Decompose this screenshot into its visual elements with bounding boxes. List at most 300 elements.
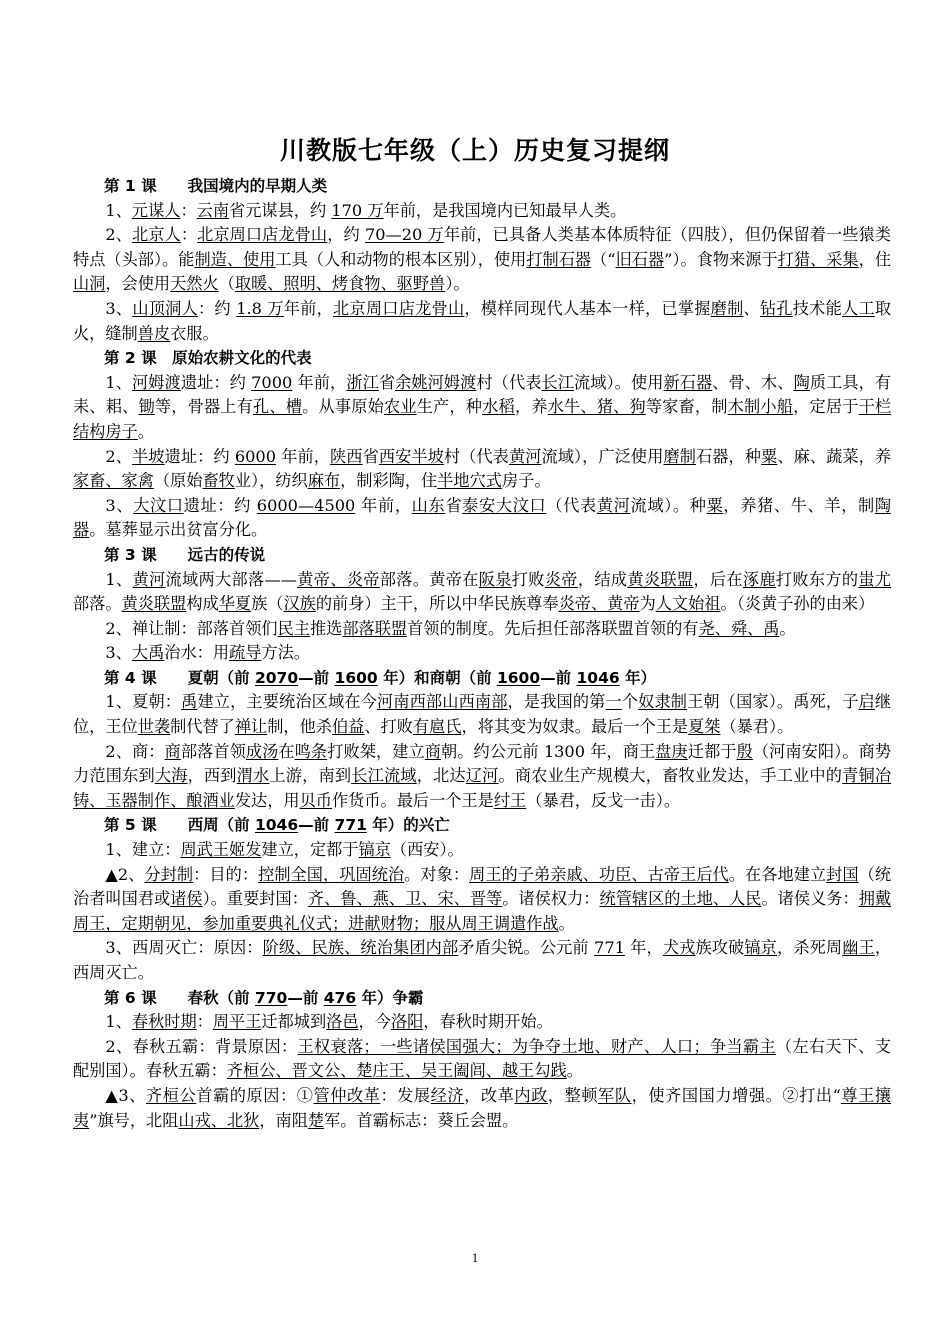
text-run: ，制彩陶，住 [340, 471, 438, 491]
underlined-term: 管仲改革 [313, 1085, 381, 1105]
underlined-term: 阶级、民族、统治集团内部 [262, 938, 459, 958]
underlined-term: 泰安大汶口 [462, 495, 547, 515]
underlined-term: 殷 [736, 741, 753, 761]
underlined-term: 华夏 [218, 594, 252, 614]
underlined-term: 771 [594, 938, 625, 958]
text-run: ）。 [445, 274, 470, 294]
underlined-term: 洛邑 [326, 1012, 359, 1032]
text-run: ，北达 [416, 766, 466, 786]
underlined-term: 山顶洞人 [132, 298, 199, 318]
text-run: ：约 [198, 298, 237, 318]
text-run: （统治者叫国君或 [73, 864, 892, 909]
text-run: 。诸侯义务： [761, 889, 859, 909]
text-run: 业），纺织 [234, 471, 308, 491]
text-run: 年前， [283, 298, 334, 318]
underlined-term: 黄炎联盟 [121, 594, 187, 614]
body-paragraph [73, 740, 891, 814]
text-run: 省 [445, 495, 463, 515]
underlined-term: 炎帝、黄帝 [558, 594, 640, 614]
underlined-term: 黄河 [596, 495, 631, 515]
text-run: 2、 [105, 225, 133, 245]
text-run: 年前， [276, 446, 331, 466]
body-paragraph [73, 838, 891, 863]
underlined-term: 家畜、家禽 [73, 471, 154, 491]
underlined-term: 人工 [842, 298, 875, 318]
text-run: 、打败 [364, 717, 413, 737]
body-paragraph [73, 297, 891, 346]
underlined-term: 禅让 [234, 717, 268, 737]
underlined-term: 6000 [234, 446, 277, 466]
text-run: 迁都于 [687, 741, 737, 761]
text-run: 省 [378, 372, 396, 392]
underlined-term: 尧、舜、禹 [698, 618, 780, 638]
underlined-term: 王权衰落；一些诸侯国强大；为争夺土地、财产、人口；争当霸主 [297, 1036, 776, 1056]
text-run: ，南阻 [259, 1110, 308, 1130]
text-run: 1、 [105, 200, 132, 220]
text-run: （暴君）。 [720, 717, 794, 737]
underlined-term: 河姆渡 [132, 372, 181, 392]
underlined-term: 山戎、北狄 [178, 1110, 260, 1130]
text-run: 第 1 课 我国境内的早期人类 [104, 177, 328, 195]
text-run: 年前， [292, 372, 347, 392]
text-run: ，杀死周 [777, 938, 843, 958]
underlined-term: 周武王姬发 [180, 840, 262, 860]
text-run: 、 [743, 298, 760, 318]
text-run: 3、 [105, 495, 134, 515]
text-run: 流域两大部落—— [165, 569, 297, 589]
text-run: ，将其变为奴隶。最后一个王是 [461, 717, 689, 737]
underlined-term: 黄帝、炎帝 [296, 569, 380, 589]
text-run: 矛盾尖锐。公元前 [458, 938, 595, 958]
underlined-term: 楚 [307, 1110, 325, 1130]
text-run: 工具（人和动物的根本区别），使用 [275, 249, 527, 269]
text-run: 制代替了 [170, 717, 235, 737]
underlined-term: 商 [424, 741, 442, 761]
text-run: 遗址：约 [180, 372, 252, 392]
underlined-term: 新石器 [663, 372, 713, 392]
text-run: ：发展 [380, 1085, 431, 1105]
underlined-term: 干栏结构房子 [73, 397, 892, 441]
text-run: 1、 [105, 1012, 132, 1032]
underlined-term: 1046 [576, 668, 620, 687]
text-run: 年前，是我国境内已知最早人类。 [383, 200, 627, 220]
text-run: （“ [591, 249, 616, 269]
body-paragraph [73, 568, 891, 617]
underlined-term: 蚩尤 [858, 569, 892, 589]
underlined-term: 长江 [541, 372, 574, 392]
underlined-term: 犬戎 [662, 938, 696, 958]
text-run: （原始 [153, 471, 203, 491]
page-title: 川教版七年级（上）历史复习提纲 [279, 136, 670, 165]
underlined-term: 拥戴周王，定期朝见，参加重要典礼仪式；进献财物；服从周王调遣作战 [73, 889, 892, 933]
underlined-term: 山东 [411, 495, 446, 515]
underlined-term: 盘庚 [655, 741, 688, 761]
text-run: ▲2、 [105, 864, 145, 884]
underlined-term: 旧石器 [615, 249, 665, 269]
text-run: 王朝（国家）。禹死，子 [687, 692, 859, 712]
text-run: 年）的兴亡 [366, 816, 450, 835]
text-run: ，养 [514, 397, 548, 417]
text-run: （西安）。 [390, 840, 464, 860]
text-run: 省元谋县，约 [229, 200, 332, 220]
text-run: ▲3、 [105, 1085, 146, 1105]
underlined-term: 控制全国，巩固统治 [258, 864, 405, 884]
underlined-term: 北京人 [132, 225, 181, 245]
underlined-term: 半坡 [132, 446, 165, 466]
underlined-term: 山洞 [73, 274, 106, 294]
underlined-term: 青铜冶铸、玉器制作、酿酒业 [73, 766, 892, 810]
text-run: 技术能 [792, 298, 843, 318]
text-run: 等家畜，制 [645, 397, 728, 417]
body-paragraph [73, 936, 891, 985]
text-run: 2、 [105, 446, 133, 466]
underlined-term: 1600 [496, 668, 541, 687]
document-body [73, 174, 891, 1133]
text-run: ，改革 [464, 1085, 515, 1105]
underlined-term: 贝币 [299, 790, 332, 810]
text-run: ，西到 [187, 766, 237, 786]
underlined-term: 镐京 [358, 840, 391, 860]
underlined-term: 辽河 [465, 766, 499, 786]
page-number: 1 [471, 1250, 479, 1265]
body-paragraph [73, 445, 891, 494]
text-run: 迁都城到 [261, 1012, 327, 1032]
text-run: 1、建立： [105, 840, 181, 860]
underlined-term: 夏桀 [688, 717, 721, 737]
underlined-term: 周平王 [212, 1012, 262, 1032]
underlined-term: 打制石器 [526, 249, 592, 269]
text-run: ，春秋时期开始。 [423, 1012, 553, 1032]
underlined-term: 炎帝 [544, 569, 578, 589]
underlined-term: 幽王 [842, 938, 875, 958]
text-run: 部落首领 [180, 741, 246, 761]
text-run: 等，骨器上有 [154, 397, 254, 417]
underlined-term: 成汤 [245, 741, 279, 761]
text-run: 3、 [105, 298, 133, 318]
underlined-term: 磨制 [710, 298, 744, 318]
text-run: 年， [624, 938, 663, 958]
underlined-term: 兽皮 [137, 323, 171, 343]
underlined-term: 黄炎联盟 [627, 569, 694, 589]
underlined-term: 洛阳 [390, 1012, 424, 1032]
text-run: 首霸的原因：① [196, 1085, 314, 1105]
body-paragraph [73, 1010, 891, 1035]
text-run: 制，他杀 [267, 717, 332, 737]
underlined-term: 水稻 [482, 397, 515, 417]
underlined-term: 粟 [761, 446, 778, 466]
underlined-term: 大禹 [131, 643, 165, 663]
text-run: ，约 [327, 225, 365, 245]
text-run: 的前身）主干，所以中华民族尊奉 [315, 594, 559, 614]
text-run: 1、 [105, 569, 133, 589]
underlined-term: 封国 [826, 864, 859, 884]
body-paragraph [73, 223, 891, 297]
underlined-term: 军队 [598, 1085, 632, 1105]
text-run: 。 [779, 618, 796, 638]
underlined-term: 畜牧 [202, 471, 235, 491]
text-run: 省 [362, 446, 379, 466]
text-run: （代表 [546, 495, 597, 515]
underlined-term: 7000 [251, 372, 293, 392]
text-run: 第 5 课 西周（前 [104, 816, 255, 835]
underlined-term: 771 [334, 816, 367, 835]
underlined-term: 大汶口 [133, 495, 184, 515]
text-run: （河南安阳）。商势力范围东到 [73, 741, 892, 786]
underlined-term: 水牛、猪、狗 [547, 397, 646, 417]
text-run: 个 [621, 692, 639, 712]
body-paragraph [73, 1084, 891, 1133]
body-paragraph [73, 863, 891, 937]
text-run: 2、商： [105, 741, 165, 761]
underlined-term: 纣王 [493, 790, 527, 810]
text-run: 石器，种 [696, 446, 762, 466]
underlined-term: 疏导 [229, 643, 262, 663]
text-run: 构成 [186, 594, 219, 614]
underlined-term: 取暖、照明、烤食物、驱野兽 [234, 274, 446, 294]
text-run: 第 6 课 春秋（前 [104, 988, 255, 1007]
body-paragraph [73, 371, 891, 445]
text-run: 年）争霸 [356, 988, 424, 1007]
text-run: 。 [137, 421, 154, 441]
underlined-term: 大海 [154, 766, 188, 786]
underlined-term: 元谋人 [131, 200, 181, 220]
text-run: ，住 [858, 249, 892, 269]
underlined-term: 镐京 [744, 938, 777, 958]
underlined-term: 6000—4500 [256, 495, 356, 515]
lesson-heading [73, 346, 891, 371]
body-paragraph [73, 641, 891, 666]
underlined-term: 河南西部山西南部 [376, 692, 508, 712]
text-run: 族（ [251, 594, 284, 614]
text-run: 3、 [105, 643, 132, 663]
text-run: ”旗号，北阻 [89, 1110, 179, 1130]
text-run: 遗址：约 [164, 446, 235, 466]
text-run: （ [218, 274, 235, 294]
text-run: 部落。 [73, 594, 122, 614]
text-run: 。在各地建立 [728, 864, 827, 884]
lesson-heading [73, 986, 891, 1011]
underlined-term: 余姚河姆渡 [395, 372, 477, 392]
underlined-term: 半地穴式 [437, 471, 502, 491]
text-run: 。 [558, 913, 575, 933]
text-run: 衣服。 [170, 323, 219, 343]
underlined-term: 渭水 [236, 766, 270, 786]
text-run: 。从事原始 [302, 397, 384, 417]
underlined-term: 1600 [334, 668, 378, 687]
text-run: —前 [298, 816, 335, 835]
body-paragraph [73, 617, 891, 642]
text-run: 第 3 课 远古的传说 [104, 545, 266, 564]
underlined-term: 制造、使用 [194, 249, 276, 269]
underlined-term: 人文始祖 [655, 594, 721, 614]
underlined-term: 世袭 [137, 717, 171, 737]
body-paragraph [73, 199, 891, 224]
text-run: 治水：用 [164, 643, 230, 663]
body-paragraph [73, 690, 891, 739]
underlined-term: 粟 [706, 495, 724, 515]
text-run: （暴君，反戈一击）。 [526, 790, 681, 810]
underlined-term: 云南 [196, 200, 230, 220]
text-run: ：目的： [193, 864, 259, 884]
underlined-term: 春秋时期 [131, 1012, 197, 1032]
underlined-term: 涿鹿 [742, 569, 776, 589]
lesson-heading [73, 813, 891, 838]
text-run: ，今 [358, 1012, 391, 1032]
text-run: 在 [278, 741, 295, 761]
underlined-term: 浙江 [346, 372, 379, 392]
lesson-heading [73, 666, 891, 691]
underlined-term: 1.8 万 [236, 298, 284, 318]
text-run: （左右天下、支配别国）。春秋五霸： [73, 1036, 891, 1081]
lesson-heading [73, 543, 891, 568]
underlined-term: 鸣条 [294, 741, 328, 761]
text-run: 方法。 [261, 643, 310, 663]
text-run: 首领的制度。先后担任部落联盟首领的有 [407, 618, 699, 638]
text-run: 。诸侯权力： [502, 889, 600, 909]
text-run: 房子。 [501, 471, 551, 491]
text-run: 。对象： [404, 864, 470, 884]
text-run: 1、 [105, 372, 133, 392]
text-run: —前 [540, 668, 577, 687]
text-run: ”）。食物来源于 [664, 249, 778, 269]
text-run: 、麻、蔬菜，养 [777, 446, 892, 466]
text-run: 2、禅让制：部落首领们 [105, 618, 278, 638]
text-run: 为 [639, 594, 656, 614]
underlined-term: 北京周口店龙骨山 [197, 225, 328, 245]
underlined-term: 一 [605, 692, 622, 712]
underlined-term: 孔、槽 [253, 397, 303, 417]
text-run: 打败桀，建立 [327, 741, 425, 761]
underlined-term: 麻布 [307, 471, 341, 491]
underlined-term: 磨制 [663, 446, 696, 466]
underlined-term: 分封制 [144, 864, 194, 884]
text-run: 建立，主要统治区域在今 [197, 692, 377, 712]
text-run: ： [180, 225, 198, 245]
underlined-term: 木制小船 [727, 397, 794, 417]
underlined-term: 陶 [793, 372, 810, 392]
text-run: ，会使用 [105, 274, 171, 294]
text-run: 发达，用 [234, 790, 300, 810]
text-run: 打败东方的 [775, 569, 859, 589]
underlined-term: 启 [858, 692, 875, 712]
underlined-term: 齐桓公、晋文公、楚庄王、吴王阖闾、越王勾践 [226, 1061, 567, 1081]
text-run: 上游，南到 [269, 766, 352, 786]
text-run: 朝。约公元前 1300 年，商王 [441, 741, 656, 761]
underlined-term: 内政 [514, 1085, 548, 1105]
text-run: ，结成 [577, 569, 628, 589]
underlined-term: 770 [254, 988, 288, 1007]
text-run: ，定居于 [793, 397, 859, 417]
body-paragraph [73, 494, 891, 543]
underlined-term: 商 [164, 741, 181, 761]
text-run: 推选 [309, 618, 343, 638]
text-run: ： [180, 200, 197, 220]
text-run: 部落。黄帝在 [379, 569, 479, 589]
text-run: —前 [298, 668, 335, 687]
text-run: 族攻破 [695, 938, 745, 958]
underlined-term: 陶器 [73, 495, 892, 540]
underlined-term: 汉族 [283, 594, 316, 614]
underlined-term: 天然火 [170, 274, 219, 294]
underlined-term: 阪泉 [478, 569, 512, 589]
text-run: ，模样同现代人基本一样，已掌握 [464, 298, 711, 318]
text-run: 年前， [355, 495, 412, 515]
text-run: 第 4 课 夏朝（前 [104, 668, 255, 687]
underlined-term: 70—20 万 [364, 225, 444, 245]
text-run: 。商农业生产规模大，畜牧业发达，手工业中的 [498, 766, 843, 786]
underlined-term: 周王的子弟亲戚、功臣、古帝王后代 [469, 864, 729, 884]
text-run: 村（代表 [476, 372, 542, 392]
underlined-term: 打猎、采集 [777, 249, 859, 269]
underlined-term: 尊王攘夷 [73, 1085, 892, 1130]
text-run: 年）和商朝（前 [377, 668, 497, 687]
text-run: ，是我国的第 [507, 692, 606, 712]
text-run: 遗址：约 [183, 495, 257, 515]
text-run: 年前，已具备人类基本体质特征（四肢），但仍保留着一些猿类特点（头部）。能 [73, 225, 892, 269]
underlined-term: 476 [323, 988, 357, 1007]
text-run: 建立，定都于 [261, 840, 359, 860]
text-run: 流域）。种 [630, 495, 707, 515]
underlined-term: 经济 [430, 1085, 465, 1105]
text-run: 、骨、木、 [712, 372, 794, 392]
text-run: ，后在 [693, 569, 743, 589]
text-run: 打败 [511, 569, 545, 589]
underlined-term: 黄河 [132, 569, 166, 589]
text-run: 1、夏朝： [105, 692, 182, 712]
text-run: 流域），广泛使用 [541, 446, 664, 466]
text-run: 作货币。最后一个王是 [332, 790, 494, 810]
text-run: 。 [566, 1061, 583, 1081]
text-run: 3、西周灭亡：原因： [105, 938, 263, 958]
underlined-term: 170 万 [331, 200, 384, 220]
text-run: 2、春秋五霸：背景原因： [105, 1036, 298, 1056]
text-run: 生产，种 [416, 397, 483, 417]
underlined-term: 北京周口店龙骨山 [333, 298, 465, 318]
text-run: 军。首霸标志：葵丘会盟。 [324, 1110, 519, 1130]
underlined-term: 农业 [383, 397, 417, 417]
lesson-heading [73, 174, 891, 199]
text-run: 第 2 课 原始农耕文化的代表 [104, 349, 312, 368]
text-run: 继位，王位 [73, 692, 892, 737]
text-run: 流域）。使用 [574, 372, 664, 392]
underlined-term: 齐、鲁、燕、卫、宋、晋等 [307, 889, 503, 909]
underlined-term: 西安半坡 [378, 446, 444, 466]
underlined-term: 齐桓公 [146, 1085, 197, 1105]
text-run: 质工具，有耒、耜、 [73, 372, 892, 417]
underlined-term: 黄河 [508, 446, 542, 466]
underlined-term: 有扈氏 [412, 717, 462, 737]
underlined-term: 统管辖区的土地、人民 [599, 889, 762, 909]
underlined-term: 伯益 [332, 717, 365, 737]
underlined-term: 锄 [138, 397, 155, 417]
text-run: ： [196, 1012, 213, 1032]
text-run: ）。重要封国： [202, 889, 308, 909]
underlined-term: 陕西 [330, 446, 363, 466]
text-run: ，使齐国国力增强。②打出“ [631, 1085, 841, 1105]
text-run: —前 [287, 988, 324, 1007]
text-run: ，整顿 [547, 1085, 599, 1105]
underlined-term: 部落联盟 [342, 618, 408, 638]
body-paragraph [73, 1035, 891, 1084]
text-run: 村（代表 [443, 446, 509, 466]
underlined-term: 长江流域 [351, 766, 417, 786]
underlined-term: 诸侯 [170, 889, 203, 909]
text-run: 年） [619, 668, 657, 687]
text-run: 。（炎黄子孙的由来） [720, 594, 875, 614]
underlined-term: 1046 [254, 816, 299, 835]
text-run: ，西周灭亡。 [73, 938, 892, 982]
text-run: ，养猪、牛、羊，制 [723, 495, 875, 515]
